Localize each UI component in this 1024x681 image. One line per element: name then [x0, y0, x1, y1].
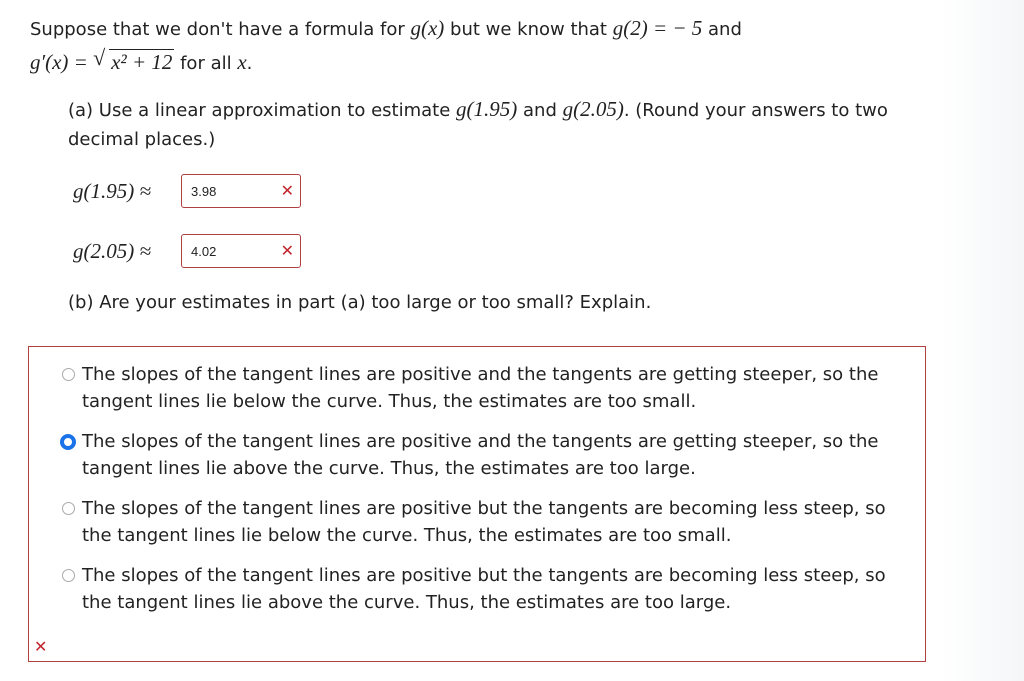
choice-option-2[interactable] [62, 428, 912, 482]
choice-text: The slopes of the tangent lines are positive and the tangents are getting steeper, so the tangent lines lie above the curve. Thus, the estimates are too large. [82, 431, 879, 479]
choices-container [28, 346, 926, 662]
choice-text: The slopes of the tangent lines are positive and the tangents are getting steeper, so the tangent lines lie below the curve. Thus, the estimates are too small. [82, 364, 879, 412]
incorrect-icon: ✕ [280, 241, 294, 260]
radio-button[interactable] [62, 569, 75, 582]
incorrect-icon: ✕ [34, 637, 48, 656]
choice-option-3[interactable] [62, 495, 912, 549]
page-edge-shade [940, 0, 1024, 681]
intro-text: Suppose that we don't have a formula for [30, 19, 411, 40]
math-g-prime: g′(x) = [30, 50, 94, 74]
answer-label: g(1.95) ≈ [73, 178, 152, 203]
part-a-text: . (Round your answers to two decimal places.) [68, 100, 888, 150]
radio-button[interactable] [62, 502, 75, 515]
radio-button[interactable] [62, 368, 75, 381]
problem-line-2 [30, 46, 990, 80]
answer-input-g195[interactable] [181, 174, 301, 208]
answer-label: g(2.05) ≈ [73, 238, 152, 263]
answer-value: 3.98 [191, 183, 217, 199]
choice-option-1[interactable] [62, 361, 912, 415]
answer-value: 4.02 [191, 243, 217, 259]
math-g-of-x: g(x) [410, 16, 445, 40]
choice-text: The slopes of the tangent lines are positive but the tangents are becoming less steep, so the tangent lines lie below the curve. Thus, the estimates are too small. [82, 498, 886, 546]
part-a-text: (a) Use a linear approximation to estimate [68, 100, 457, 121]
problem-line-1 [30, 12, 990, 46]
radical-sign: √ [93, 45, 106, 70]
answer-row-g205 [73, 234, 301, 268]
radicand: x² + 12 [111, 50, 173, 74]
answer-row-g195 [73, 174, 301, 208]
part-a-text: and [517, 100, 563, 121]
problem-statement [30, 12, 990, 80]
intro-text: for all [174, 53, 238, 74]
math-g-of-2: g(2) = − 5 [612, 16, 703, 40]
sqrt-expression [93, 46, 174, 78]
math-x: x [237, 50, 247, 74]
part-b-question: (b) Are your estimates in part (a) too large or too small? Explain. [68, 292, 652, 313]
intro-text: but we know that [444, 19, 613, 40]
answer-input-g205[interactable] [181, 234, 301, 268]
part-a-question [68, 95, 948, 154]
intro-text: and [702, 19, 742, 40]
choice-text: The slopes of the tangent lines are positive but the tangents are becoming less steep, so the tangent lines lie above the curve. Thus, the estimates are too large. [82, 565, 886, 613]
radio-button-selected[interactable] [60, 434, 76, 450]
choice-option-4[interactable] [62, 562, 912, 616]
math-g-205: g(2.05) [562, 97, 624, 121]
intro-text: . [246, 53, 253, 74]
math-g-195: g(1.95) [456, 97, 518, 121]
incorrect-icon: ✕ [280, 181, 294, 200]
